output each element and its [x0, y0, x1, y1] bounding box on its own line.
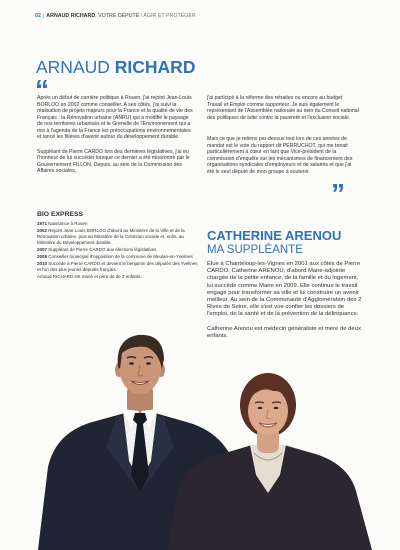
- bio-text: Conseiller municipal d'opposition de la commune de Meulan-en-Yvelines: [48, 254, 193, 260]
- bio-entry: [37, 254, 199, 260]
- title-first-name: ARNAUD: [36, 57, 115, 77]
- bio-text: Succède à Pierre CARDO et devient le benjamin des députés des Yvelines et l'un des plus jeunes députés français.: [37, 261, 198, 273]
- candidates-photo: [0, 325, 400, 550]
- woman-right-eye: [274, 407, 278, 409]
- substitute-role: MA SUPPLÉANTE: [207, 244, 303, 256]
- woman-left-eye: [258, 407, 262, 409]
- bio-text: Rejoint Jean-Louis BORLOO d'abord au Ministère de la Ville et de la Rénovation urbaine, puis au Ministère de la Cohésion sociale et, enfin, au Ministère du Développement durable.: [37, 228, 185, 245]
- quote-paragraph: Mais ce que je retiens par-dessus tout lors de ces années de mandat est le vote du rapport dit PERRUCHOT, qui me tenait particulièrement à cœur en tant que Vice-président de la commission d'enquête sur les mécanismes de financement des organisations syndicales d'employeurs et de salariés et que j'ai été le seul député de mon groupe à soutenir.: [207, 136, 353, 175]
- bio-text: Naissance à Rouen: [48, 221, 88, 226]
- bio-entry: [37, 221, 199, 227]
- quote-right-column: [207, 95, 359, 209]
- substitute-paragraph: Catherine Arenou est médecin généraliste et mère de deux enfants.: [207, 325, 361, 339]
- bio-year: 2010: [37, 261, 48, 267]
- man-left-eye: [129, 362, 134, 364]
- bio-year: 2002: [37, 228, 48, 234]
- quote-paragraph: Suppléant de Pierre CARDO lors des dernières législatives, j'ai eu l'honneur de lui succéder lorsque ce dernier a été missionné par le Gouvernement FILLON. Depuis, au sein de la Commission des Affaires sociales,: [37, 148, 190, 174]
- bio-footer: Arnaud RICHARD est marié et père de de 3 enfants.: [37, 274, 142, 280]
- substitute-paragraph: Élue à Chanteloup-les-Vignes en 2001 aux côtés de Pierre CARDO, Catherine ARENOU, d'abord Maire-adjointe chargée de la petite enfance, de la famille et du logement, lui succède comme Maire en 2009. Elle continue le travail engagé pour transformer sa ville et lui construire un avenir meilleur. Au sein de la Communauté d'Agglomération des 2 Rives de Seine, elle s'est vue confier les dossiers de l'emploi, de la santé et de la prévention de la délinquance.: [207, 261, 362, 318]
- quote-left-column: [37, 95, 195, 183]
- quote-paragraph: j'ai participé à la réforme des retraites ou encore au budget Travail et Emploi comme rapporteur. Je suis également le représentant de l'Assemblée nationale au sein du Conseil national des politiques de lutte contre la pauvreté et l'exclusion sociale.: [207, 95, 359, 121]
- header-name: ARNAUD RICHARD: [46, 13, 96, 19]
- header-separator: |: [42, 13, 45, 19]
- bio-heading: BIO EXPRESS: [37, 211, 84, 218]
- open-quote-mark: “: [35, 74, 49, 105]
- bio-year: 2008: [37, 254, 48, 260]
- page-title: [36, 57, 195, 77]
- bio-entry: [37, 228, 199, 246]
- quote-paragraph: Après un début de carrière politique à Rouen, j'ai rejoint Jean-Louis BORLOO en 2002 comme conseiller. A ses côtés, j'ai suivi la réalisation de projets majeurs pour la France et la qualité de vie des Français : la Rénovation urbaine (ANRU) qui a modifié le paysage de nos territoires urbanisés et le Grenelle de l'Environnement qui a mis à l'agenda de la France les préoccupations environnementales et lancé les filières d'avenir autour du développement durable.: [37, 95, 193, 140]
- bio-entry: [37, 247, 199, 253]
- header-role: , VOTRE DÉPUTÉ: [95, 13, 140, 19]
- bio-year: 2007: [37, 247, 48, 252]
- substitute-name: CATHERINE ARENOU: [207, 228, 342, 243]
- bio-entry: [37, 261, 199, 273]
- bio-text: Suppléant de Pierre CARDO aux élections législatives: [48, 247, 157, 252]
- close-quote-mark: ”: [331, 178, 345, 209]
- bio-section: [37, 211, 199, 281]
- header-page-number: 02: [35, 13, 41, 19]
- header-slogan: / AGIR ET PROTÉGER: [139, 13, 196, 19]
- title-last-name: RICHARD: [114, 57, 196, 77]
- bio-year: 1971: [37, 221, 48, 226]
- page-header: [35, 13, 196, 20]
- man-right-eye: [146, 362, 151, 364]
